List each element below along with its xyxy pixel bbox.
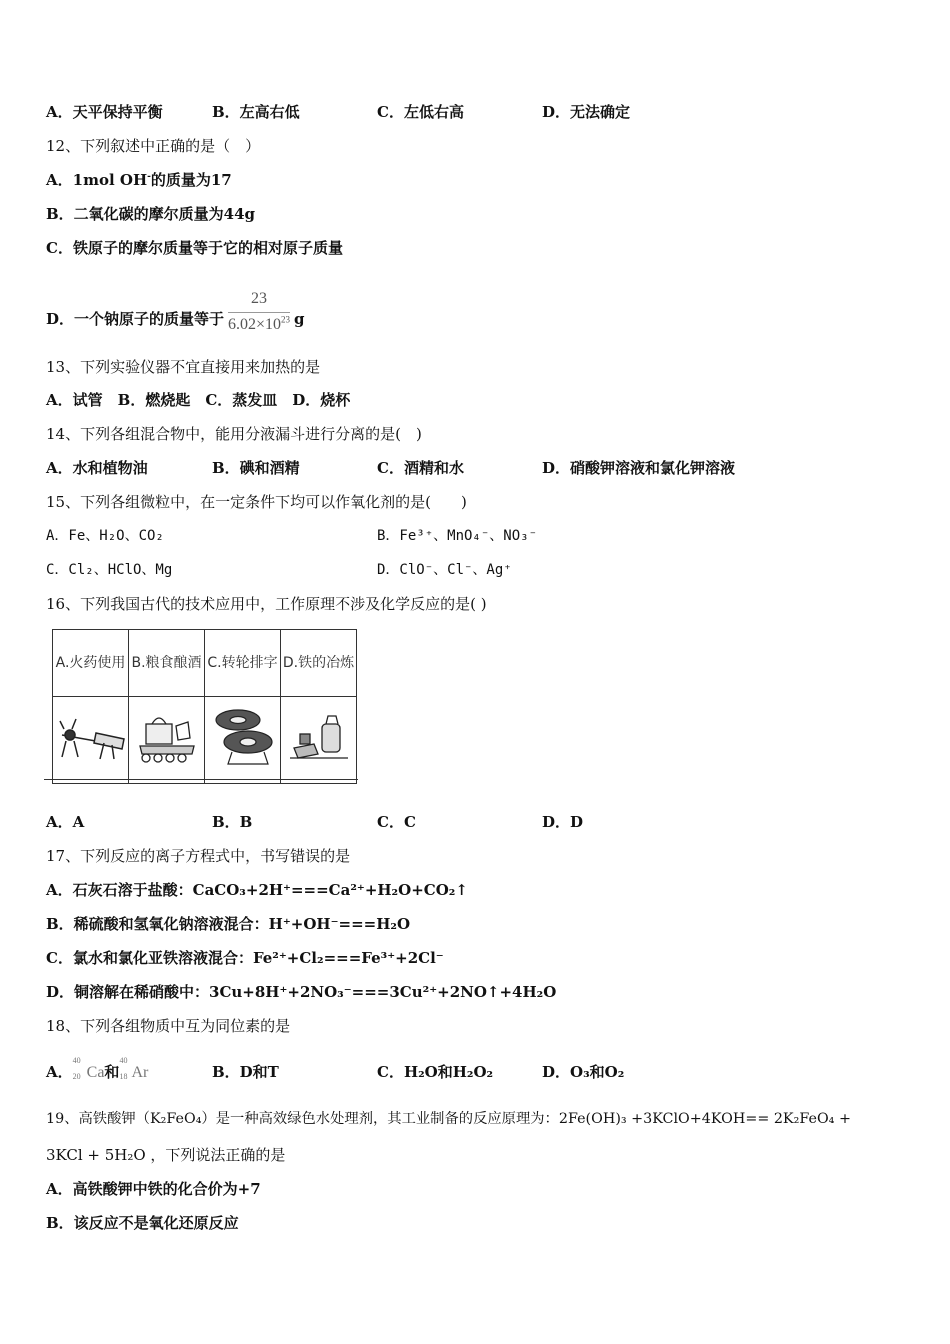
q12-d-fraction	[228, 289, 290, 335]
q16-stem: 16、下列我国古代的技术应用中，工作原理不涉及化学反应的是( )	[46, 595, 487, 613]
q11-option-a: A．天平保持平衡	[46, 103, 163, 121]
q12-option-d	[46, 290, 305, 343]
q15-option-c: C．Cl₂、HClO、Mg	[46, 562, 173, 578]
q16-option-c: C．C	[377, 813, 416, 831]
q17-option-a: A．石灰石溶于盐酸：CaCO₃+2H⁺===Ca²⁺+H₂O+CO₂↑	[46, 881, 468, 899]
header-iron-smelting: D.铁的冶炼	[281, 630, 357, 697]
q18-option-b: B．D和T	[212, 1063, 279, 1081]
header-gunpowder: A.火药使用	[53, 630, 129, 697]
q15-option-b: B．Fe³⁺、MnO₄⁻、NO₃⁻	[377, 528, 538, 544]
q12-d-text: D．一个钠原子的质量等于	[46, 310, 225, 328]
isotope-argon	[119, 1056, 149, 1081]
q19-stem-line1: 19、高铁酸钾（K₂FeO₄）是一种高效绿色水处理剂，其工业制备的反应原理为：2Fe(OH)₃ +3KClO+4KOH== 2K₂FeO₄ +	[46, 1111, 851, 1127]
brewing-image	[129, 697, 205, 784]
q13-stem: 13、下列实验仪器不宜直接用来加热的是	[46, 358, 321, 376]
q11-option-c: C．左低右高	[377, 103, 464, 121]
q12-option-b: B．二氧化碳的摩尔质量为44g	[46, 205, 256, 223]
header-movable-type: C.转轮排字	[205, 630, 281, 697]
q11-option-d: D．无法确定	[542, 103, 631, 121]
q16-option-a: A．A	[46, 813, 85, 831]
iron-smelting-image	[281, 697, 357, 784]
q14-option-c: C．酒精和水	[377, 459, 464, 477]
q15-option-a: A．Fe、H₂O、CO₂	[46, 528, 164, 544]
q15-option-d: D．ClO⁻、Cl⁻、Ag⁺	[377, 562, 512, 578]
q18-a-and: 和	[104, 1063, 120, 1081]
q14-stem: 14、下列各组混合物中，能用分液漏斗进行分离的是( )	[46, 425, 422, 443]
q19-option-a: A．高铁酸钾中铁的化合价为+7	[46, 1180, 261, 1198]
fraction-denominator	[228, 313, 290, 335]
q15-stem: 15、下列各组微粒中，在一定条件下均可以作氧化剂的是( )	[46, 493, 467, 511]
q12-option-a	[46, 170, 232, 190]
q18-option-a	[46, 1056, 149, 1083]
q17-option-b: B．稀硫酸和氢氧化钠溶液混合：H⁺+OH⁻===H₂O	[46, 915, 411, 933]
q14-option-d: D．硝酸钾溶液和氯化钾溶液	[542, 459, 736, 477]
q17-option-d: D．铜溶解在稀硝酸中：3Cu+8H⁺+2NO₃⁻===3Cu²⁺+2NO↑+4H₂O	[46, 983, 557, 1001]
movable-type-image	[205, 697, 281, 784]
denominator-base: 6.02×10	[228, 316, 282, 333]
q13-options: A．试管 B．燃烧匙 C．蒸发皿 D．烧杯	[46, 391, 351, 409]
q18-option-d: D．O₃和O₂	[542, 1063, 625, 1081]
q12-d-unit: g	[294, 310, 305, 328]
denominator-exponent: 23	[281, 314, 291, 325]
atomic-number: 20	[72, 1072, 81, 1081]
q11-option-b: B．左高右低	[212, 103, 300, 121]
q19-option-b: B．该反应不是氧化还原反应	[46, 1214, 239, 1232]
q18-option-c: C．H₂O和H₂O₂	[377, 1063, 494, 1081]
fraction-numerator: 23	[228, 289, 290, 313]
table-underline	[44, 779, 358, 780]
q17-stem: 17、下列反应的离子方程式中，书写错误的是	[46, 847, 351, 865]
q18-a-label: A．	[46, 1063, 73, 1081]
q16-option-b: B．B	[212, 813, 253, 831]
q12-option-c: C．铁原子的摩尔质量等于它的相对原子质量	[46, 239, 343, 257]
q17-option-c: C．氯水和氯化亚铁溶液混合：Fe²⁺+Cl₂===Fe³⁺+2Cl⁻	[46, 949, 444, 967]
q12-a-text: A．1mol OH	[46, 171, 148, 189]
atomic-number: 18	[119, 1072, 128, 1081]
q19-stem-line2: 3KCl + 5H₂O ，下列说法正确的是	[46, 1146, 286, 1164]
element-symbol: Ar	[131, 1064, 149, 1081]
isotope-calcium	[72, 1056, 105, 1081]
q14-option-b: B．碘和酒精	[212, 459, 300, 477]
element-symbol: Ca	[86, 1064, 105, 1081]
q12-a-sup: -	[147, 172, 151, 182]
mass-number: 40	[72, 1056, 81, 1065]
mass-number: 40	[119, 1056, 128, 1065]
q16-option-d: D．D	[542, 813, 584, 831]
gunpowder-image	[53, 697, 129, 784]
q12-a-post: 的质量为17	[150, 171, 232, 189]
q14-option-a: A．水和植物油	[46, 459, 148, 477]
q12-stem: 12、下列叙述中正确的是（ ）	[46, 137, 261, 155]
q18-stem: 18、下列各组物质中互为同位素的是	[46, 1017, 291, 1035]
header-brewing: B.粮食酿酒	[129, 630, 205, 697]
q16-illustration-table	[52, 629, 357, 784]
